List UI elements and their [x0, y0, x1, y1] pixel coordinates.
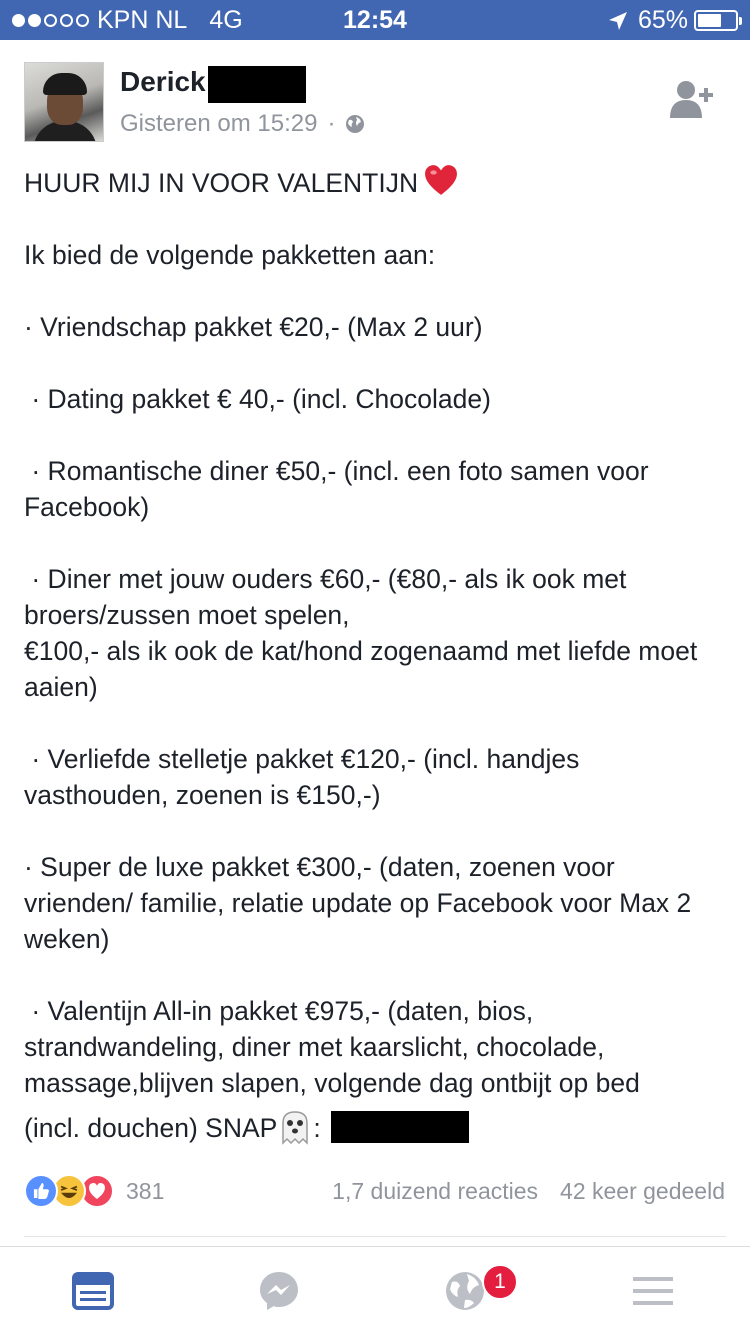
- package-item: · Dating pakket € 40,- (incl. Chocolade): [24, 384, 491, 414]
- package-item-continued: €100,- als ik ook de kat/hond zogenaamd met liefde moet aaien): [24, 636, 698, 702]
- post-stats: [332, 1178, 725, 1205]
- globe-icon: [345, 114, 365, 134]
- battery-icon: [694, 10, 738, 31]
- post-timestamp[interactable]: Gisteren om 15:29: [120, 110, 318, 137]
- redaction-bar-name: [208, 66, 306, 103]
- package-item: · Romantische diner €50,- (incl. een foto samen voor Facebook): [24, 456, 656, 522]
- reaction-summary[interactable]: [24, 1174, 164, 1208]
- post-meta: [120, 110, 365, 138]
- menu-icon[interactable]: [631, 1269, 675, 1313]
- tab-bar: [0, 1246, 750, 1334]
- author-name[interactable]: Derick: [120, 66, 206, 97]
- ghost-emoji-icon: [277, 1109, 313, 1145]
- battery-percent: 65%: [637, 6, 688, 34]
- add-friend-icon[interactable]: [668, 78, 718, 118]
- notification-badge: 1: [482, 1264, 518, 1300]
- post-intro: Ik bied de volgende pakketten aan:: [24, 240, 436, 270]
- package-item: · Diner met jouw ouders €60,- (€80,- als ik ook met broers/zussen moet spelen,: [24, 564, 634, 630]
- post-headline: HUUR MIJ IN VOOR VALENTIJN: [24, 164, 724, 201]
- package-item: · Verliefde stelletje pakket €120,- (incl. handjes vasthouden, zoenen is €150,-): [24, 744, 587, 810]
- messenger-icon[interactable]: [257, 1269, 301, 1313]
- redaction-bar-snap: [331, 1111, 469, 1143]
- meta-separator: ·: [327, 110, 336, 137]
- post-last-line: (incl. douchen) SNAP :: [24, 1109, 724, 1146]
- comments-count[interactable]: 1,7 duizend reacties: [332, 1178, 539, 1204]
- network-type: 4G: [209, 6, 243, 34]
- package-item: · Vriendschap pakket €20,- (Max 2 uur): [24, 312, 483, 342]
- package-item: · Valentijn All-in pakket €975,- (daten, bios, strandwandeling, diner met kaarslicht, chocolade, massage,blijven slapen, volgende dag ontbijt op bed: [24, 996, 640, 1098]
- divider: [24, 1236, 726, 1237]
- carrier-name: KPN NL: [97, 6, 188, 34]
- package-item: · Super de luxe pakket €300,- (daten, zoenen voor vrienden/ familie, relatie update op Facebook voor Max 2 weken): [24, 852, 692, 954]
- post-text: [24, 164, 724, 1146]
- notifications-globe-icon[interactable]: [443, 1269, 487, 1313]
- heart-emoji-icon: [424, 164, 458, 198]
- status-bar: [0, 0, 750, 40]
- clock: 12:54: [343, 6, 407, 34]
- avatar[interactable]: [24, 62, 104, 142]
- reaction-count: 381: [126, 1177, 165, 1204]
- news-feed-icon[interactable]: [71, 1269, 115, 1313]
- like-icon: [24, 1174, 58, 1208]
- shares-count[interactable]: 42 keer gedeeld: [560, 1178, 725, 1204]
- location-arrow-icon: [608, 11, 628, 31]
